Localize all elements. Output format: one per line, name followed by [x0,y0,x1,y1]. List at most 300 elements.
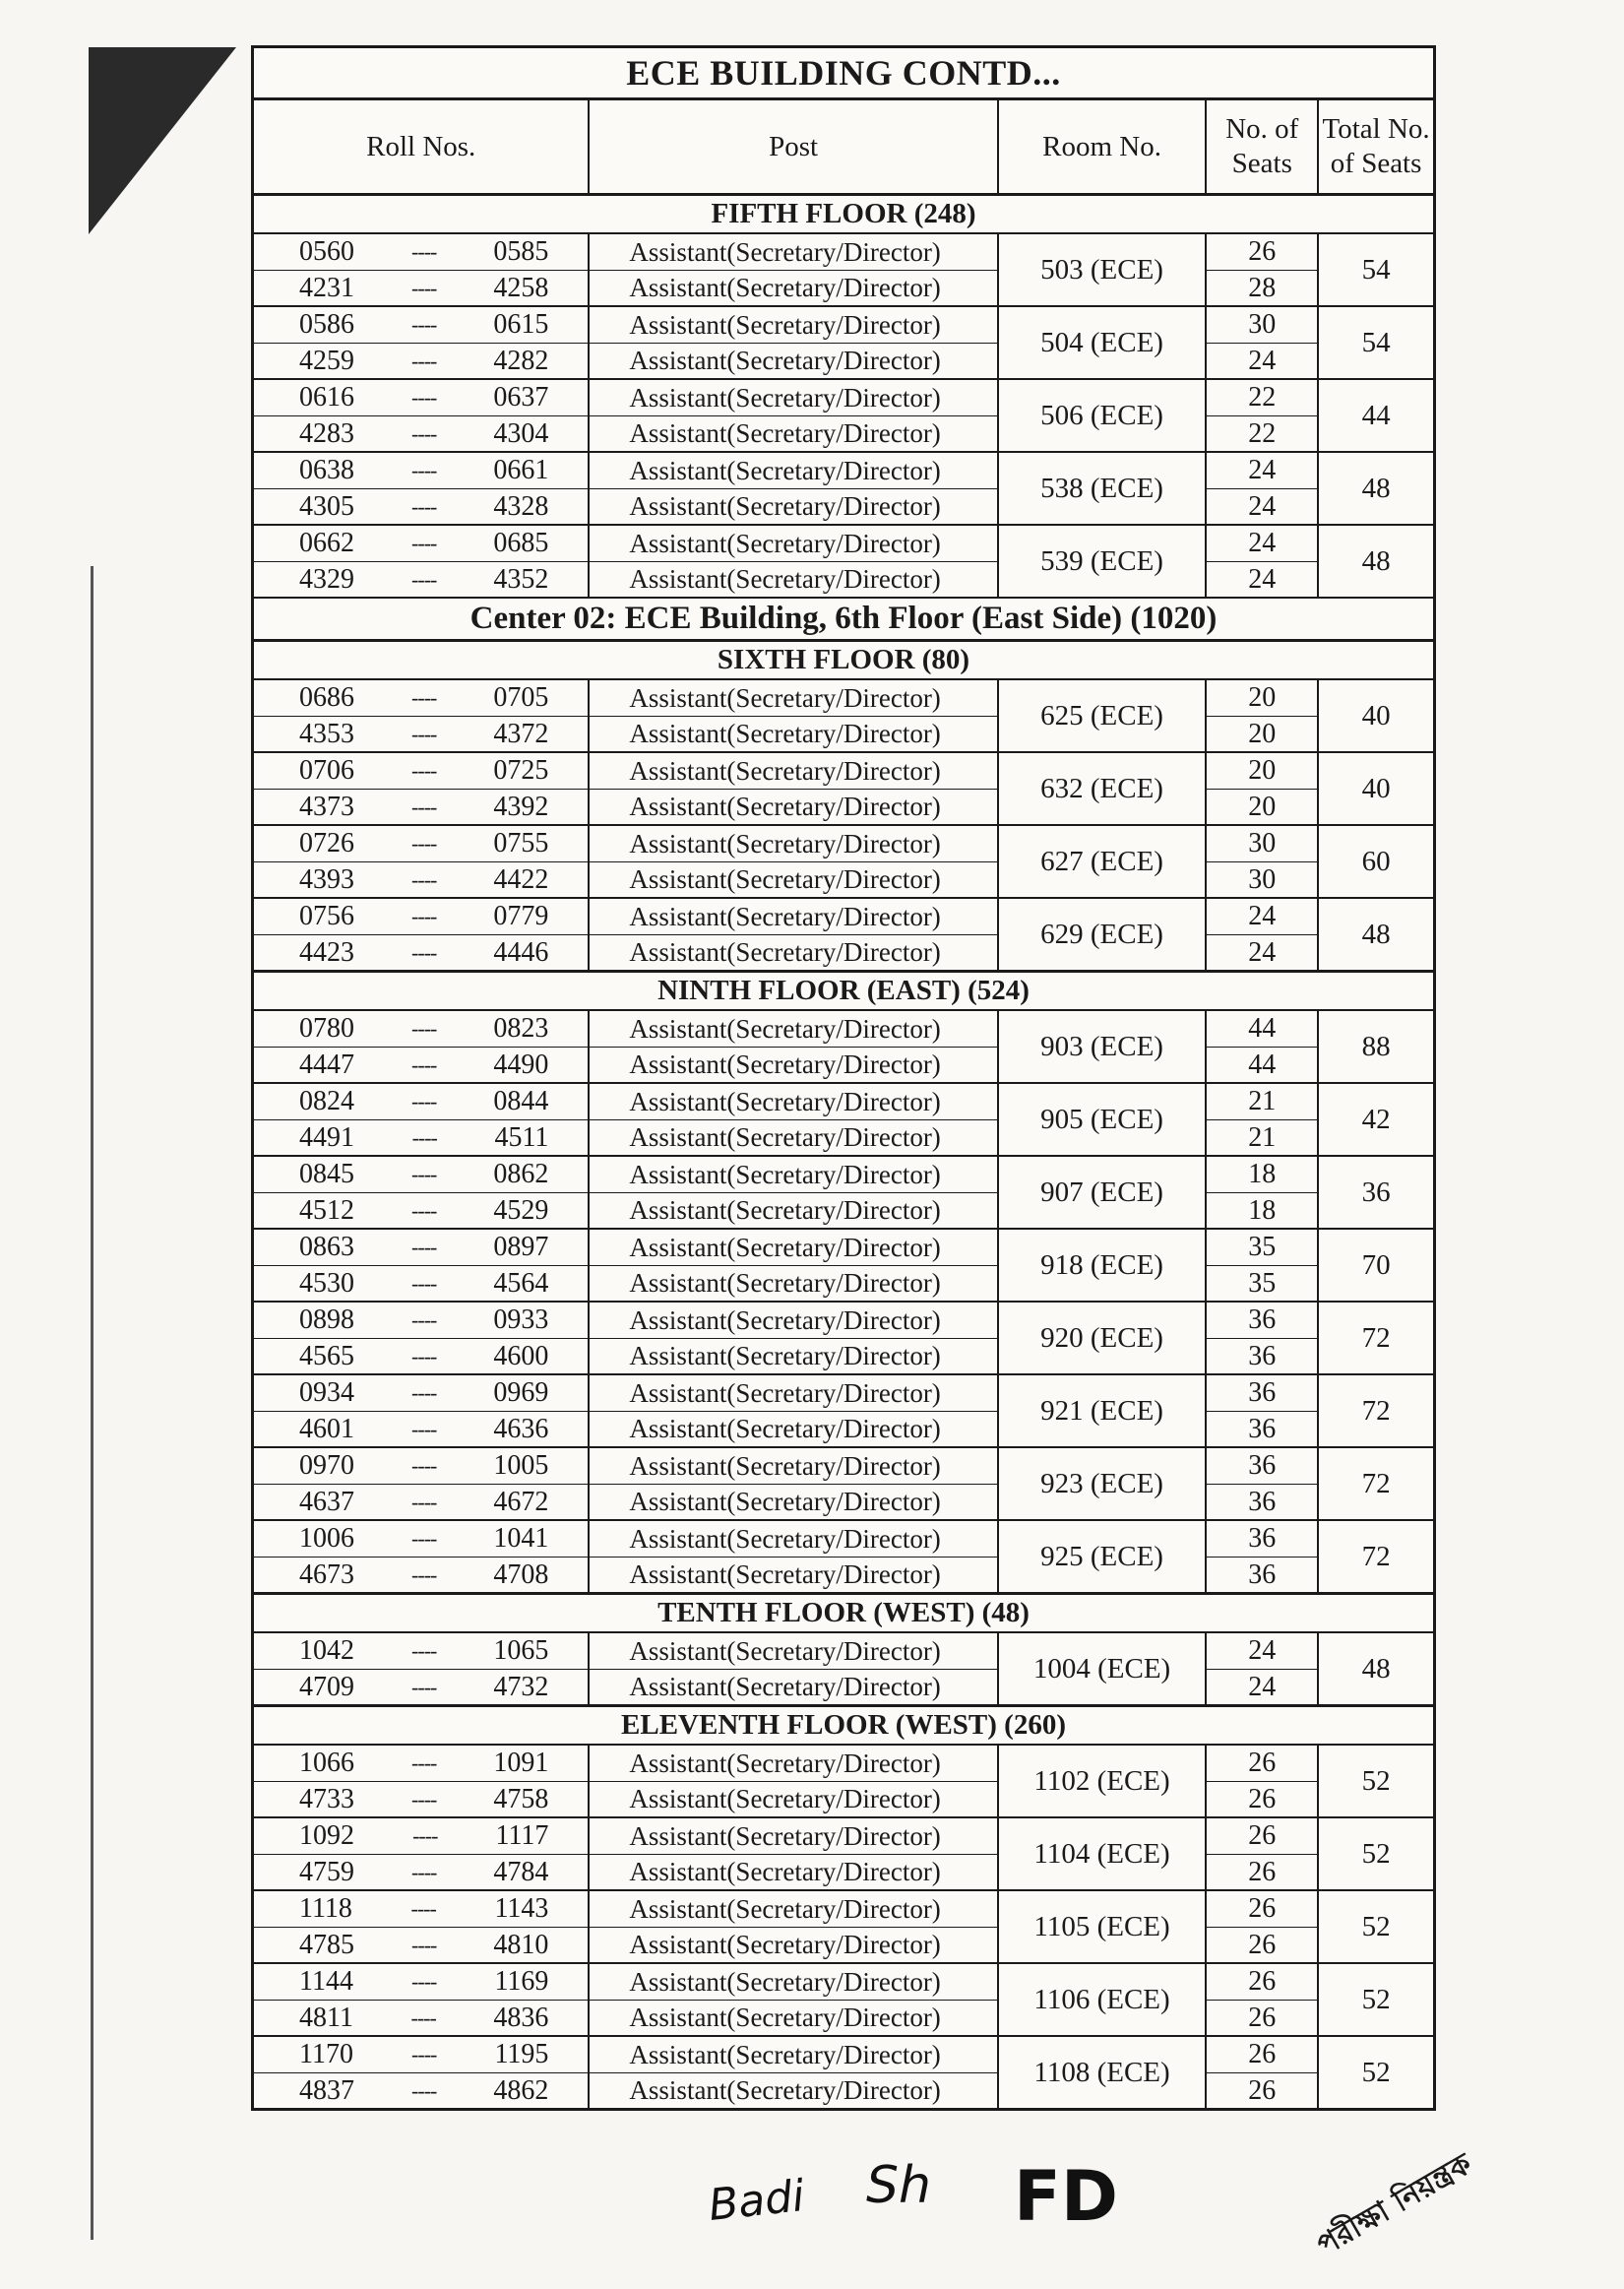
roll-start: 0726 [299,828,354,858]
roll-start: 4512 [299,1194,354,1226]
post-column [590,380,998,451]
post-name: Assistant(Secretary/Director) [629,236,941,267]
roll-range [254,2037,588,2072]
roll-end: 4636 [493,1413,549,1444]
room-group [254,1155,1433,1228]
seat-count: 26 [1207,1927,1317,1962]
roll-dash: ---- [411,1235,437,1259]
total-seats: 72 [1361,1394,1391,1427]
roll-end: 4600 [493,1340,549,1371]
total-seats: 48 [1361,544,1391,577]
seat-count: 26 [1248,1893,1277,1924]
roll-end: 4258 [493,272,549,303]
seat-count: 26 [1248,236,1277,267]
roll-range [254,789,588,824]
seat-count: 20 [1207,789,1317,824]
roll-end: 1091 [493,1748,549,1778]
room-number: 539 (ECE) [1040,544,1163,577]
roll-end: 0897 [493,1232,549,1262]
roll-range [254,488,588,524]
post-name: Assistant(Secretary/Director) [629,1635,941,1666]
post-column [590,826,998,897]
room-group [254,1009,1433,1082]
roll-range [254,380,588,415]
seat-count: 24 [1248,1635,1277,1666]
room-column [999,899,1208,970]
room-column [999,234,1208,305]
roll-dash: ---- [411,685,437,710]
roll-dash: ---- [411,458,437,482]
roll-end: 4564 [493,1267,549,1299]
roll-range [254,1557,588,1592]
roll-column [254,1746,590,1816]
roll-range [254,934,588,970]
roll-dash: ---- [411,1416,437,1441]
roll-column [254,1303,590,1373]
room-number: 923 (ECE) [1040,1467,1163,1499]
total-column [1319,1891,1433,1962]
roll-column [254,1448,590,1519]
seat-count: 24 [1207,1669,1317,1704]
post-name: Assistant(Secretary/Director) [590,2000,996,2035]
total-column [1319,1084,1433,1155]
seat-count: 26 [1207,2000,1317,2035]
post-column [590,1084,998,1155]
roll-dash: ---- [411,794,437,819]
roll-end: 0585 [493,236,549,267]
roll-range [254,1084,588,1119]
room-column [999,680,1208,751]
room-group [254,451,1433,524]
seats-column [1207,1964,1319,2035]
total-column [1319,1448,1433,1519]
roll-range [254,1484,588,1519]
roll-column [254,1157,590,1228]
roll-end: 4810 [493,1929,549,1960]
post-column [590,234,998,305]
roll-dash: ---- [411,2042,437,2066]
post-name: Assistant(Secretary/Director) [590,861,996,897]
roll-range [254,1011,588,1047]
roll-dash: ---- [411,939,437,965]
roll-end: 4529 [493,1194,549,1226]
roll-start: 1118 [299,1893,352,1924]
roll-start: 0706 [299,755,354,786]
roll-start: 4447 [299,1049,354,1080]
room-number: 907 (ECE) [1040,1176,1163,1208]
post-name: Assistant(Secretary/Director) [590,1927,996,1962]
seat-count: 26 [1207,1854,1317,1889]
roll-dash: ---- [411,721,437,746]
roll-dash: ---- [411,1124,437,1150]
roll-dash: ---- [411,1453,437,1478]
seats-column [1207,453,1319,524]
roll-end: 4784 [493,1856,549,1887]
seats-column [1207,1303,1319,1373]
roll-range [254,1157,588,1192]
roll-start: 4329 [299,563,354,595]
post-name: Assistant(Secretary/Director) [629,382,941,413]
post-name: Assistant(Secretary/Director) [590,789,996,824]
post-name: Assistant(Secretary/Director) [629,755,941,786]
roll-start: 0845 [299,1159,354,1189]
seat-count: 22 [1207,415,1317,451]
roll-end: 0862 [493,1159,549,1189]
signature-1: Badi [706,2171,807,2231]
header-seats: No. of Seats [1207,100,1319,193]
roll-dash: ---- [411,420,437,446]
total-seats: 54 [1361,326,1391,358]
post-column [590,680,998,751]
total-seats: 60 [1361,845,1391,877]
room-group [254,1962,1433,2035]
post-name: Assistant(Secretary/Director) [629,682,941,713]
room-column [999,307,1208,378]
floor-title: TENTH FLOOR (WEST) (48) [254,1592,1433,1631]
seats-column [1207,1891,1319,1962]
room-column [999,1303,1208,1373]
roll-range [254,1669,588,1704]
roll-column [254,453,590,524]
total-column [1319,1818,1433,1889]
roll-range [254,453,588,488]
total-column [1319,899,1433,970]
post-name: Assistant(Secretary/Director) [590,934,996,970]
total-seats: 54 [1361,253,1391,286]
seats-column [1207,307,1319,378]
seats-column [1207,1011,1319,1082]
post-column [590,307,998,378]
total-seats: 44 [1361,399,1391,431]
seats-column [1207,1375,1319,1446]
room-group [254,305,1433,378]
roll-dash: ---- [411,1016,437,1041]
roll-end: 0661 [493,455,549,485]
total-column [1319,826,1433,897]
roll-range [254,1230,588,1265]
room-column [999,1448,1208,1519]
seat-count: 24 [1207,561,1317,597]
seat-count: 36 [1248,1450,1277,1481]
post-column [590,1633,998,1704]
roll-dash: ---- [410,1896,436,1921]
post-column [590,1303,998,1373]
seats-column [1207,826,1319,897]
seats-column [1207,2037,1319,2108]
roll-range [254,861,588,897]
room-column [999,1521,1208,1592]
seats-column [1207,234,1319,305]
roll-range [254,1375,588,1411]
total-column [1319,1746,1433,1816]
seat-count: 44 [1207,1047,1317,1082]
roll-dash: ---- [411,348,437,373]
roll-end: 4372 [493,718,549,749]
floor-title: NINTH FLOOR (EAST) (524) [254,970,1433,1009]
total-column [1319,307,1433,378]
total-seats: 36 [1361,1176,1391,1208]
post-column [590,1891,998,1962]
roll-range [254,1633,588,1669]
roll-start: 0662 [299,528,354,558]
room-number: 905 (ECE) [1040,1103,1163,1135]
roll-end: 0933 [493,1304,549,1335]
roll-end: 1195 [494,2039,549,2069]
roll-column [254,234,590,305]
roll-end: 1143 [494,1893,549,1924]
roll-dash: ---- [411,1162,437,1186]
post-name: Assistant(Secretary/Director) [629,1304,941,1335]
post-column [590,1448,998,1519]
room-group [254,1082,1433,1155]
room-number: 903 (ECE) [1040,1030,1163,1062]
roll-end: 4732 [493,1671,549,1702]
seat-count: 36 [1207,1338,1317,1373]
post-column [590,2037,998,2108]
roll-range [254,1338,588,1373]
room-number: 925 (ECE) [1040,1540,1163,1572]
post-name: Assistant(Secretary/Director) [629,2039,941,2069]
room-column [999,1230,1208,1301]
roll-end: 0969 [493,1377,549,1408]
seat-count: 24 [1248,528,1277,558]
post-name: Assistant(Secretary/Director) [629,1966,941,1997]
post-name: Assistant(Secretary/Director) [590,1557,996,1592]
roll-range [254,1411,588,1446]
post-column [590,1375,998,1446]
seat-count: 36 [1248,1304,1277,1335]
room-column [999,826,1208,897]
post-name: Assistant(Secretary/Director) [629,1086,941,1116]
post-name: Assistant(Secretary/Director) [590,1338,996,1373]
roll-dash: ---- [411,904,437,928]
roll-end: 4511 [494,1121,549,1153]
post-name: Assistant(Secretary/Director) [629,309,941,340]
seat-count: 26 [1207,2072,1317,2108]
seat-count: 35 [1207,1265,1317,1301]
roll-dash: ---- [411,1674,437,1699]
header-total: Total No. of Seats [1322,113,1430,179]
roll-start: 0863 [299,1232,354,1262]
roll-range [254,1818,588,1854]
signature-2: Sh [866,2156,931,2215]
roll-start: 4565 [299,1340,354,1371]
roll-start: 0586 [299,309,354,340]
room-number: 627 (ECE) [1040,845,1163,877]
post-name: Assistant(Secretary/Director) [590,2072,996,2108]
post-name: Assistant(Secretary/Director) [629,1893,941,1924]
roll-dash: ---- [411,493,437,519]
roll-range [254,1448,588,1484]
roll-end: 1065 [493,1635,549,1666]
scan-edge-line [91,566,94,2240]
roll-start: 0686 [299,682,354,713]
roll-dash: ---- [411,566,437,592]
room-group [254,751,1433,824]
roll-start: 4601 [299,1413,354,1444]
center-title: Center 02: ECE Building, 6th Floor (East Side) (1020) [254,597,1433,639]
roll-dash: ---- [411,312,437,337]
room-group [254,1889,1433,1962]
roll-dash: ---- [411,1343,437,1368]
room-group [254,678,1433,751]
room-column [999,2037,1208,2108]
room-number: 625 (ECE) [1040,699,1163,731]
roll-column [254,826,590,897]
roll-column [254,2037,590,2108]
total-column [1319,1157,1433,1228]
roll-dash: ---- [411,2077,437,2103]
room-group [254,1446,1433,1519]
post-column [590,1157,998,1228]
roll-end: 4352 [493,563,549,595]
roll-start: 4759 [299,1856,354,1887]
roll-start: 0616 [299,382,354,413]
roll-start: 0824 [299,1086,354,1116]
seat-count: 36 [1207,1484,1317,1519]
seats-column [1207,1230,1319,1301]
roll-end: 1041 [493,1523,549,1554]
room-column [999,1157,1208,1228]
roll-start: 4785 [299,1929,354,1960]
room-number: 918 (ECE) [1040,1248,1163,1281]
roll-end: 0823 [493,1013,549,1044]
seat-count: 36 [1207,1557,1317,1592]
roll-dash: ---- [411,1089,437,1113]
roll-range [254,526,588,561]
roll-start: 1042 [299,1635,354,1666]
roll-start: 4305 [299,490,354,522]
post-name: Assistant(Secretary/Director) [590,1411,996,1446]
roll-start: 0970 [299,1450,354,1481]
room-column [999,753,1208,824]
post-name: Assistant(Secretary/Director) [629,1820,941,1851]
roll-end: 0685 [493,528,549,558]
total-column [1319,380,1433,451]
post-name: Assistant(Secretary/Director) [590,1669,996,1704]
total-seats: 48 [1361,472,1391,504]
seat-count: 18 [1207,1192,1317,1228]
room-column [999,453,1208,524]
roll-range [254,561,588,597]
total-seats: 70 [1361,1248,1391,1281]
roll-dash: ---- [412,1823,438,1848]
roll-start: 1170 [299,2039,353,2069]
total-column [1319,1375,1433,1446]
seats-column [1207,1746,1319,1816]
roll-dash: ---- [411,758,437,783]
roll-range [254,1192,588,1228]
roll-start: 4811 [299,2002,353,2033]
room-number: 1108 (ECE) [1033,2056,1170,2088]
roll-end: 0725 [493,755,549,786]
seats-column [1207,1818,1319,1889]
post-column [590,1746,998,1816]
roll-range [254,1265,588,1301]
roll-dash: ---- [411,1859,437,1884]
total-seats: 72 [1361,1321,1391,1354]
roll-dash: ---- [411,531,437,555]
roll-dash: ---- [410,2004,436,2030]
roll-range [254,899,588,934]
seat-count: 24 [1248,901,1277,931]
post-column [590,1011,998,1082]
total-column [1319,453,1433,524]
roll-start: 4393 [299,863,354,895]
roll-column [254,1818,590,1889]
roll-start: 0638 [299,455,354,485]
seat-count: 28 [1207,270,1317,305]
roll-column [254,753,590,824]
room-group [254,1228,1433,1301]
post-name: Assistant(Secretary/Director) [629,528,941,558]
roll-dash: ---- [411,1526,437,1551]
room-number: 1105 (ECE) [1033,1910,1170,1942]
roll-dash: ---- [411,1932,437,1957]
post-name: Assistant(Secretary/Director) [590,343,996,378]
seats-column [1207,1633,1319,1704]
header-post: Post [590,100,998,193]
post-column [590,526,998,597]
roll-dash: ---- [411,1489,437,1514]
roll-start: 4837 [299,2074,354,2106]
roll-dash: ---- [411,866,437,892]
roll-dash: ---- [411,1051,437,1077]
total-seats: 40 [1361,772,1391,804]
post-name: Assistant(Secretary/Director) [629,1748,941,1778]
table-header [254,97,1433,193]
roll-end: 4672 [493,1486,549,1517]
seat-count: 21 [1248,1086,1277,1116]
roll-dash: ---- [411,275,437,300]
roll-end: 4836 [493,2002,549,2033]
roll-range [254,826,588,861]
post-name: Assistant(Secretary/Director) [590,561,996,597]
floor-title: ELEVENTH FLOOR (WEST) (260) [254,1704,1433,1744]
total-seats: 48 [1361,1652,1391,1685]
seat-count: 36 [1248,1523,1277,1554]
room-group [254,1373,1433,1446]
roll-end: 4304 [493,417,549,449]
roll-range [254,1854,588,1889]
roll-start: 4423 [299,936,354,968]
room-number: 506 (ECE) [1040,399,1163,431]
roll-column [254,1964,590,2035]
roll-dash: ---- [411,1750,437,1775]
roll-range [254,1927,588,1962]
room-column [999,1633,1208,1704]
total-seats: 72 [1361,1467,1391,1499]
post-name: Assistant(Secretary/Director) [629,1232,941,1262]
post-column [590,753,998,824]
room-number: 1004 (ECE) [1032,1652,1171,1685]
roll-end: 1117 [495,1820,549,1851]
roll-end: 4422 [493,863,549,895]
post-name: Assistant(Secretary/Director) [590,1047,996,1082]
total-column [1319,526,1433,597]
roll-column [254,307,590,378]
roll-dash: ---- [411,385,437,410]
roll-start: 0898 [299,1304,354,1335]
room-group [254,824,1433,897]
post-column [590,453,998,524]
roll-column [254,1521,590,1592]
roll-start: 1066 [299,1748,354,1778]
seat-count: 24 [1207,934,1317,970]
roll-end: 4862 [493,2074,549,2106]
post-name: Assistant(Secretary/Director) [629,1377,941,1408]
room-number: 632 (ECE) [1040,772,1163,804]
